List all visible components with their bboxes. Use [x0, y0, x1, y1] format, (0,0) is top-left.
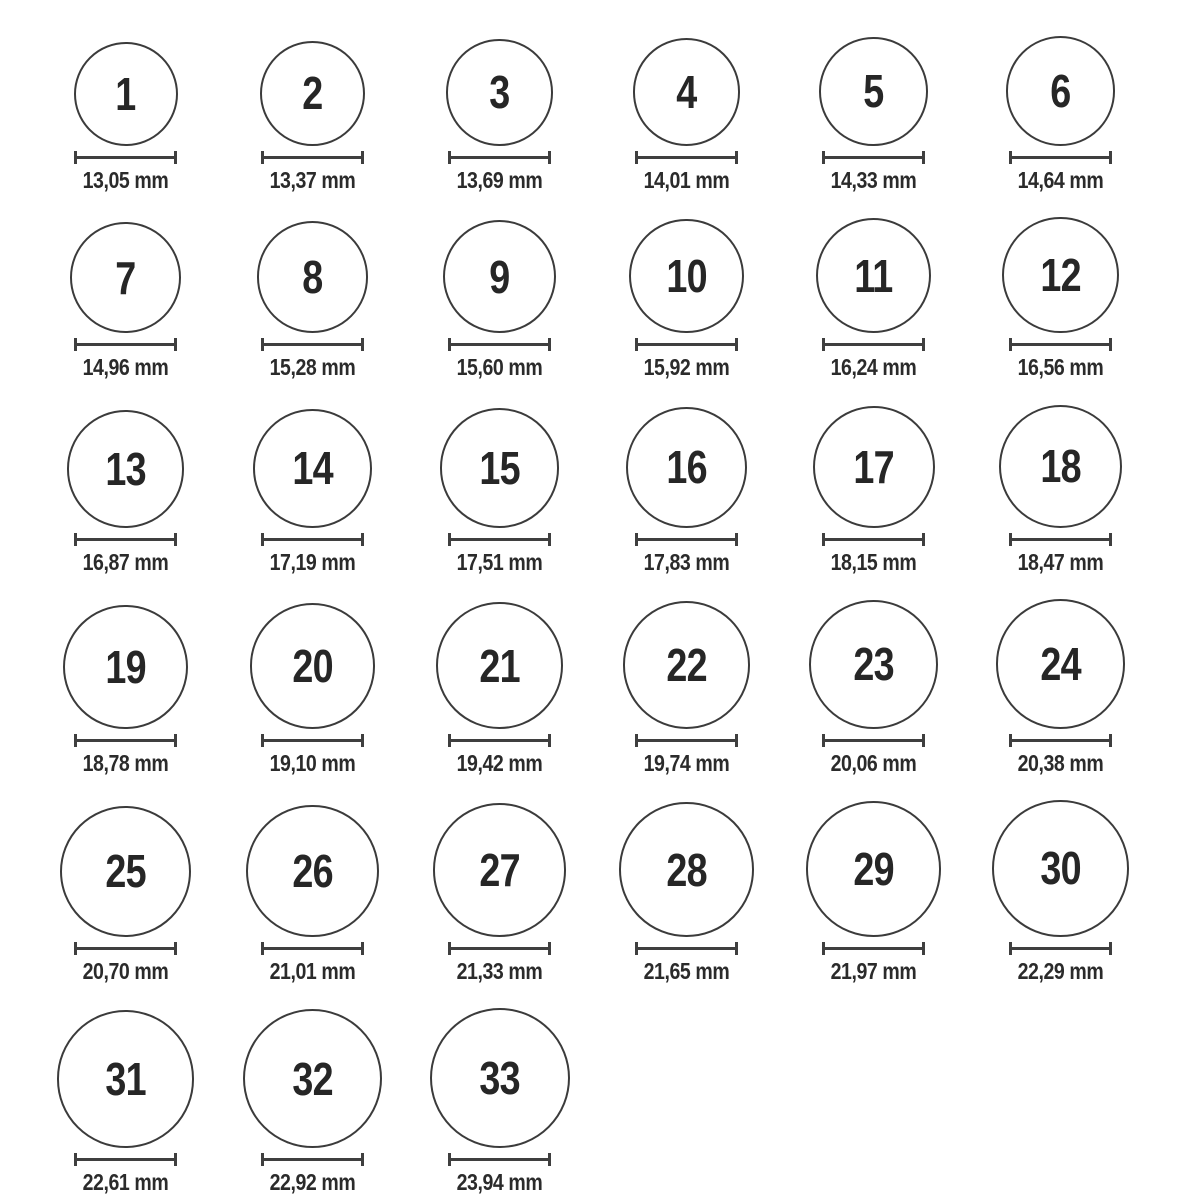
ring-size-row [32, 599, 1184, 776]
diameter-label: 19,74 mm [643, 749, 730, 776]
diameter-label: 15,92 mm [643, 354, 730, 381]
diameter-measure-line [261, 1153, 364, 1166]
measure-bar [77, 739, 174, 742]
diameter-label: 22,92 mm [269, 1169, 356, 1196]
ring-size-number: 4 [676, 65, 697, 118]
diameter-label: 14,33 mm [830, 166, 917, 193]
measure-bar [1012, 538, 1109, 541]
ring-size-cell [219, 603, 406, 776]
ring-size-number: 2 [302, 67, 323, 120]
ring-size-number: 6 [1050, 64, 1071, 117]
measure-bar [264, 739, 361, 742]
ring-size-cell [780, 600, 967, 776]
measure-bar [638, 739, 735, 742]
measure-bar [825, 739, 922, 742]
measure-bar [1012, 156, 1109, 159]
measure-bar [451, 1158, 548, 1161]
ring-circle [806, 801, 942, 937]
ring-size-cell [780, 406, 967, 575]
measure-bar [825, 538, 922, 541]
measure-bar [264, 947, 361, 950]
ring-circle [809, 600, 938, 729]
ring-size-number: 15 [479, 441, 520, 494]
ring-size-cell [32, 806, 219, 984]
measure-bar [77, 1158, 174, 1161]
measure-bar [77, 947, 174, 950]
ring-circle [246, 805, 378, 937]
measure-bar [638, 538, 735, 541]
ring-size-cell [967, 800, 1154, 984]
ring-circle [63, 605, 187, 729]
ring-circle [57, 1010, 195, 1148]
ring-size-cell [32, 1010, 219, 1195]
ring-size-cell [780, 37, 967, 193]
diameter-measure-line [448, 942, 551, 955]
diameter-measure-line [74, 734, 177, 747]
diameter-label: 20,06 mm [830, 749, 917, 776]
diameter-label: 16,87 mm [82, 548, 169, 575]
ring-size-cell [406, 1008, 593, 1195]
measure-bar [77, 343, 174, 346]
ring-size-number: 11 [854, 249, 893, 302]
diameter-label: 21,01 mm [269, 957, 356, 984]
ring-size-cell [219, 221, 406, 380]
measure-bar [451, 343, 548, 346]
diameter-measure-line [448, 1153, 551, 1166]
ring-circle [446, 39, 552, 145]
ring-size-number: 13 [105, 442, 146, 495]
ring-size-cell [780, 801, 967, 984]
ring-size-cell [593, 601, 780, 776]
diameter-label: 17,51 mm [456, 548, 543, 575]
measure-bar [638, 156, 735, 159]
ring-circle [813, 406, 935, 528]
ring-size-number: 10 [666, 250, 707, 303]
measure-bar [638, 343, 735, 346]
ring-circle [633, 38, 740, 145]
diameter-label: 13,37 mm [269, 166, 356, 193]
measure-bar [77, 538, 174, 541]
ring-size-number: 22 [666, 639, 707, 692]
ring-size-number: 8 [302, 251, 323, 304]
diameter-measure-line [1009, 942, 1112, 955]
ring-circle [67, 410, 185, 528]
diameter-label: 18,47 mm [1017, 548, 1104, 575]
diameter-measure-line [822, 734, 925, 747]
measure-bar [825, 156, 922, 159]
ring-circle [257, 221, 369, 333]
diameter-label: 20,70 mm [82, 957, 169, 984]
diameter-measure-line [1009, 734, 1112, 747]
ring-size-number: 29 [853, 843, 894, 895]
ring-size-number: 14 [292, 442, 333, 495]
diameter-measure-line [1009, 151, 1112, 164]
diameter-measure-line [74, 151, 177, 164]
diameter-measure-line [822, 338, 925, 351]
ring-circle [619, 802, 753, 936]
diameter-measure-line [448, 151, 551, 164]
measure-bar [1012, 343, 1109, 346]
ring-size-number: 12 [1040, 249, 1081, 302]
ring-size-number: 18 [1040, 440, 1081, 493]
diameter-label: 16,24 mm [830, 354, 917, 381]
ring-size-number: 7 [115, 251, 136, 304]
diameter-label: 14,01 mm [643, 166, 730, 193]
ring-circle [436, 602, 563, 729]
diameter-measure-line [74, 338, 177, 351]
ring-circle [433, 803, 566, 936]
ring-size-number: 1 [115, 67, 136, 120]
ring-size-number: 28 [666, 843, 707, 896]
ring-size-number: 20 [292, 640, 333, 693]
ring-circle [74, 42, 178, 146]
diameter-label: 18,15 mm [830, 548, 917, 575]
ring-circle [629, 219, 743, 333]
measure-bar [1012, 739, 1109, 742]
ring-circle [819, 37, 928, 146]
diameter-label: 17,83 mm [643, 548, 730, 575]
ring-size-row [32, 1008, 1184, 1195]
ring-size-cell [219, 41, 406, 193]
ring-size-cell [32, 222, 219, 380]
measure-bar [1012, 947, 1109, 950]
diameter-measure-line [74, 533, 177, 546]
ring-circle [430, 1008, 570, 1148]
measure-bar [638, 947, 735, 950]
ring-size-number: 23 [853, 638, 894, 691]
measure-bar [451, 739, 548, 742]
diameter-measure-line [261, 942, 364, 955]
ring-size-number: 25 [105, 845, 146, 898]
diameter-label: 13,69 mm [456, 166, 543, 193]
ring-size-cell [406, 602, 593, 776]
ring-circle [443, 220, 556, 333]
ring-circle [626, 407, 747, 528]
ring-size-number: 21 [479, 639, 520, 692]
ring-size-number: 27 [479, 844, 520, 897]
measure-bar [264, 343, 361, 346]
diameter-measure-line [261, 734, 364, 747]
diameter-label: 19,10 mm [269, 749, 356, 776]
ring-size-cell [406, 408, 593, 575]
diameter-label: 13,05 mm [82, 166, 169, 193]
diameter-measure-line [74, 1153, 177, 1166]
measure-bar [451, 538, 548, 541]
ring-size-number: 30 [1040, 842, 1081, 895]
diameter-measure-line [74, 942, 177, 955]
ring-circle [816, 218, 931, 333]
ring-size-cell [32, 410, 219, 575]
diameter-label: 21,33 mm [456, 957, 543, 984]
ring-size-number: 24 [1040, 637, 1081, 690]
diameter-measure-line [635, 533, 738, 546]
measure-bar [264, 538, 361, 541]
diameter-label: 19,42 mm [456, 749, 543, 776]
ring-circle [243, 1009, 382, 1148]
ring-size-cell [593, 219, 780, 380]
ring-circle [440, 408, 560, 528]
ring-circle [999, 405, 1122, 528]
measure-bar [451, 947, 548, 950]
diameter-measure-line [1009, 533, 1112, 546]
diameter-label: 14,96 mm [82, 354, 169, 381]
diameter-measure-line [635, 942, 738, 955]
measure-bar [77, 156, 174, 159]
diameter-measure-line [261, 338, 364, 351]
ring-circle [1002, 217, 1118, 333]
ring-size-cell [219, 805, 406, 984]
ring-size-number: 5 [863, 65, 884, 118]
ring-size-cell [406, 220, 593, 380]
ring-size-number: 19 [105, 640, 146, 693]
ring-size-cell [967, 599, 1154, 776]
ring-size-number: 32 [292, 1052, 333, 1105]
ring-size-cell [406, 803, 593, 984]
ring-size-cell [780, 218, 967, 381]
measure-bar [825, 947, 922, 950]
ring-circle [623, 601, 751, 729]
diameter-label: 21,97 mm [830, 957, 917, 984]
measure-bar [451, 156, 548, 159]
ring-size-number: 9 [489, 250, 510, 303]
ring-size-cell [32, 605, 219, 777]
measure-bar [264, 1158, 361, 1161]
diameter-label: 22,29 mm [1017, 957, 1104, 984]
diameter-label: 14,64 mm [1017, 166, 1104, 193]
diameter-measure-line [261, 151, 364, 164]
ring-size-cell [967, 217, 1154, 381]
ring-size-cell [967, 36, 1154, 193]
measure-bar [825, 343, 922, 346]
ring-circle [1006, 36, 1116, 146]
ring-size-cell [967, 405, 1154, 575]
ring-circle [70, 222, 181, 333]
ring-size-number: 3 [489, 66, 510, 119]
ring-size-number: 26 [292, 844, 333, 897]
diameter-label: 20,38 mm [1017, 749, 1104, 776]
diameter-label: 22,61 mm [82, 1169, 169, 1196]
ring-circle [253, 409, 372, 528]
ring-size-row [32, 36, 1184, 193]
ring-size-number: 31 [105, 1053, 146, 1106]
ring-size-cell [593, 802, 780, 984]
ring-size-row [32, 217, 1184, 381]
diameter-measure-line [822, 151, 925, 164]
ring-size-number: 16 [666, 441, 707, 494]
diameter-measure-line [635, 338, 738, 351]
diameter-measure-line [822, 533, 925, 546]
ring-size-number: 17 [853, 440, 894, 493]
ring-circle [250, 603, 375, 728]
diameter-measure-line [448, 533, 551, 546]
ring-size-number: 33 [479, 1052, 520, 1105]
diameter-label: 15,60 mm [456, 354, 543, 381]
ring-circle [60, 806, 191, 937]
ring-circle [992, 800, 1129, 937]
diameter-measure-line [448, 338, 551, 351]
ring-circle [996, 599, 1126, 729]
ring-size-cell [593, 38, 780, 193]
diameter-label: 23,94 mm [456, 1169, 543, 1196]
ring-size-cell [593, 407, 780, 575]
ring-size-row [32, 405, 1184, 575]
diameter-label: 15,28 mm [269, 354, 356, 381]
diameter-measure-line [635, 734, 738, 747]
ring-size-row [32, 800, 1184, 984]
diameter-measure-line [822, 942, 925, 955]
diameter-label: 16,56 mm [1017, 354, 1104, 381]
ring-size-cell [406, 39, 593, 193]
ring-size-cell [219, 1009, 406, 1195]
diameter-label: 21,65 mm [643, 957, 730, 984]
ring-size-cell [219, 409, 406, 575]
measure-bar [264, 156, 361, 159]
diameter-label: 18,78 mm [82, 749, 169, 776]
diameter-measure-line [448, 734, 551, 747]
diameter-measure-line [635, 151, 738, 164]
diameter-measure-line [261, 533, 364, 546]
diameter-label: 17,19 mm [269, 548, 356, 575]
ring-size-cell [32, 42, 219, 193]
diameter-measure-line [1009, 338, 1112, 351]
ring-circle [260, 41, 365, 146]
